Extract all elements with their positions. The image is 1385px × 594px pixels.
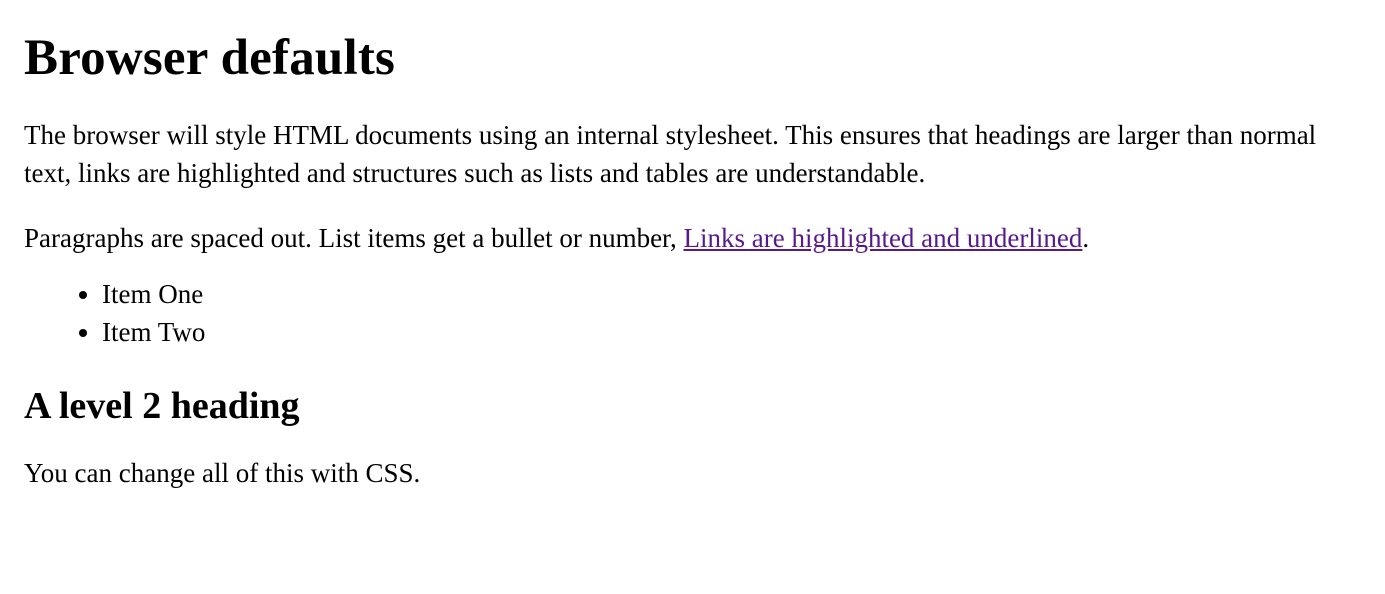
list-item: • Item Two [102, 313, 1361, 351]
closing-paragraph: You can change all of this with CSS. [24, 457, 421, 488]
page-title: Browser defaults [24, 30, 396, 86]
intro-paragraph: The browser will style HTML documents using an internal stylesheet. This ensures that headings are larger than normal text, links are highlighted and structures such as lists and tables are understandable. [24, 120, 1317, 189]
highlighted-link[interactable]: Links are highlighted and underlined [683, 222, 1083, 253]
list-item: • Item One [102, 275, 1361, 313]
bullet-list [24, 275, 1361, 352]
link-paragraph-lead: Paragraphs are spaced out. List items get a bullet or number, [24, 222, 684, 253]
link-paragraph [24, 219, 1354, 257]
link-paragraph-tail: . [1082, 222, 1090, 253]
section-heading: A level 2 heading [24, 384, 300, 427]
